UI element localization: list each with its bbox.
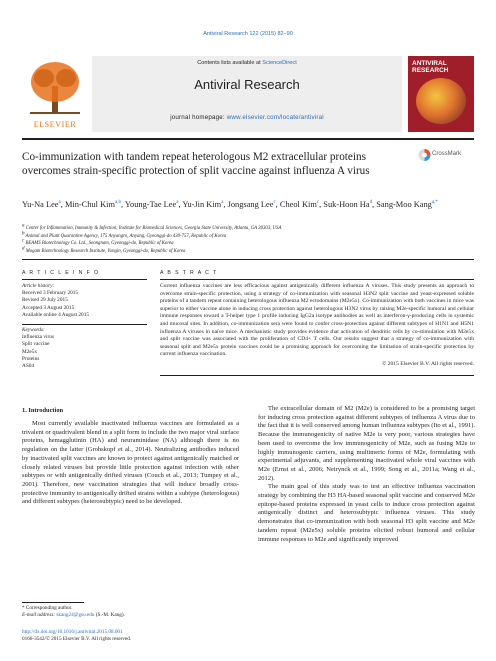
homepage-link[interactable]: www.elsevier.com/locate/antiviral — [226, 114, 324, 121]
abstract-copyright: © 2015 Elsevier B.V. All rights reserved. — [382, 361, 474, 367]
abstract-heading: A B S T R A C T — [160, 270, 218, 276]
history-item: Available online 4 August 2015 — [22, 311, 89, 318]
abstract-text: Current influenza vaccines are less efficacious against antigenically different influenza A viruses. This study presents an approach to overcome strain-specific protection, using a strategy of co-immunization with seasonal H3N2 split vaccine and yeast-expressed soluble proteins of a tandem repeat containing heterologous influenza M2 ectodomains (M2e5x). Co-immunization with both vaccines in mice was superior to either vaccine alone in inducing cross protection against heterologous H3N2 virus by raising M2e-specific humoral and cellular immune responses toward a T-helper type 1 profile inducing IgG2a isotype antibodies as well as interferon-γ-producing cells in systemic and mucosal sites. In addition, co-immunization sera were found to confer cross-protection against different subtypes of H1N1 and H5N1 influenza A viruses in naïve mice. A mechanistic study provides evidence that activation of dendritic cells by co-stimulation with M2e5x and split vaccine was associated with the proliferation of CD4+ T cells. Our results suggest that a strategy of co-immunization with seasonal split and M2e5x protein vaccines could be a promising approach for overcoming the limitation of strain-specific protection by current influenza vaccination. — [160, 283, 474, 358]
article-history — [22, 283, 147, 319]
publisher-logo-text: ELSEVIER — [33, 120, 77, 129]
affiliation: $^a$ Center for Inflammation, Immunity & Infection, Institute for Biomedical Sciences, Georgia State University, Atlanta, GA 30303, USA — [22, 223, 282, 231]
history-item: Accepted 3 August 2015 — [22, 304, 75, 311]
affiliation: $^d$ Mogam Biotechnology Research Institute, Yongin, Gyeonggi-do, Republic of Korea — [22, 246, 186, 254]
crossmark-label: CrossMark — [432, 151, 462, 157]
doi-link[interactable]: http://dx.doi.org/10.1016/j.antiviral.2015.08.001 — [22, 629, 123, 635]
affiliation-list — [22, 225, 474, 255]
footnote-rule — [22, 602, 84, 603]
contents-availability — [92, 60, 402, 66]
abstract-rule — [160, 279, 474, 280]
affiliation-rule — [22, 259, 474, 260]
article-info-rule — [22, 279, 147, 280]
email-link[interactable]: skang24@gsu.edu — [56, 611, 95, 618]
keyword: AS04 — [22, 363, 35, 370]
keywords-label: Keywords: — [22, 327, 45, 333]
keywords — [22, 327, 147, 370]
homepage-prefix: journal homepage: — [170, 114, 227, 121]
keyword: Split vaccine — [22, 341, 50, 348]
author[interactable]: Sang-Moo Kang$^{a,*}$ — [376, 200, 438, 209]
affiliation: $^c$ BEAMS Biotechnology Co. Ltd., Seongnam, Gyeonggi-do, Republic of Korea — [22, 238, 174, 247]
abstract-bottom-rule — [160, 375, 474, 376]
intro-paragraph: Most currently available inactivated influenza vaccines are formulated as a trivalent or quadrivalent blend in a split form to include the two major viral surface proteins, hemagglutinin (HA) and neuraminidase (NA) although there is no regulation on the latter (Grohskopf et al., 2014). Neutralizing antibodies induced by inactivated split vaccines are known to protect against antigenically matched or closely related viruses but provide little protection against infection with other subtypes or with antigenically drifted viruses (Couch et al., 2013; Tumpey et al., 2001). Therefore, new vaccination strategies that will induce broadly cross-protective immunity to antigenically drifted strains within a subtype (heterologous) and different subtypes (heterosubtypic) need to be developed. — [22, 420, 239, 506]
masthead-rule — [22, 138, 474, 140]
crossmark-icon — [418, 148, 431, 162]
footnote — [22, 605, 239, 619]
section-heading-introduction: 1. Introduction — [22, 407, 64, 414]
body-column-left — [22, 420, 239, 507]
article-info-divider — [22, 324, 147, 325]
author[interactable]: Cheol Kim$^c$, — [279, 200, 324, 209]
corresponding-author-note: * Corresponding author. — [22, 605, 73, 611]
keyword: Influenza virus — [22, 334, 54, 341]
author[interactable]: Yu-Na Lee$^a$, — [22, 200, 65, 209]
journal-cover-image-icon[interactable] — [408, 56, 474, 132]
elsevier-tree-logo-icon[interactable] — [22, 56, 88, 132]
history-label: Article history: — [22, 283, 55, 289]
affiliation: $^b$ Animal and Plant Quarantine Agency, 175 Anyangro, Anyang, Gyeonggi-do 430-757, Republic of Korea — [22, 231, 227, 239]
author[interactable]: Jongsang Lee$^c$, — [227, 200, 280, 209]
journal-homepage — [92, 114, 402, 121]
author[interactable]: Yu-Jin Kim$^a$, — [182, 200, 228, 209]
author[interactable]: Min-Chul Kim$^{a,b}$, — [64, 200, 125, 209]
email-line: E-mail address: skang24@gsu.edu (S.-M. Kang). — [22, 611, 125, 618]
cover-title: ANTIVIRAL RESEARCH — [412, 60, 449, 74]
contents-prefix: Contents lists available at — [197, 60, 263, 66]
keyword: Proteins — [22, 355, 40, 362]
article-title: Co-immunization with tandem repeat heterologous M2 extracellular proteins overcomes strain-specific protection of split vaccine against influenza A virus — [22, 151, 370, 177]
author[interactable]: Suk-Hoon Ha$^d$, — [323, 200, 377, 209]
intro-paragraph: The main goal of this study was to test an effective influenza vaccination strategy by combining the H3 HA-based seasonal split vaccine and conserved M2e epitope-based proteins expressed in yeast cells to induce cross protection against antigenically distinct and heterosubtypic influenza viruses. This study demonstrates that co-immunization with both seasonal H3 split vaccine and M2e tandem repeat (M2e5x) soluble proteins elicited robust humoral and cellular immune responses to M2e and significantly improved — [258, 483, 475, 543]
history-item: Received 3 February 2015 — [22, 290, 79, 297]
body-column-right — [258, 405, 475, 544]
article-meta-footer — [22, 629, 239, 643]
article-info-heading: A R T I C L E I N F O — [22, 270, 100, 276]
keyword: M2e5x — [22, 348, 38, 355]
crossmark-button[interactable] — [418, 148, 474, 164]
journal-masthead — [22, 56, 474, 132]
journal-name: Antiviral Research — [194, 77, 300, 92]
intro-paragraph: The extracellular domain of M2 (M2e) is considered to be a promising target for inducing cross protection against different subtypes of influenza A virus due to the fact that it is well conserved among human influenza subtypes (Ito et al., 1991). Because the immunogenicity of native M2e is very poor, various strategies have been used to overcome the low immunogenicity of M2e, such as fusing M2e to highly immunogenic carriers, using multimeric forms of M2e, formulating with experimental adjuvants, and supplementing inactivated whole viral vaccines with M2e (Ernst et al., 2006; Neirynck et al., 1999; Song et al., 2011a; Wang et al., 2012). — [258, 405, 475, 482]
issn-line: 0166-3542/© 2015 Elsevier B.V. All rights reserved. — [22, 636, 132, 643]
cover-art — [416, 78, 466, 124]
history-item: Revised 29 July 2015 — [22, 297, 68, 304]
author[interactable]: Young-Tae Lee$^a$, — [124, 200, 183, 209]
sciencedirect-link[interactable]: ScienceDirect — [262, 60, 297, 66]
author-list — [22, 199, 474, 211]
journal-reference[interactable]: Antiviral Research 122 (2015) 82–90 — [203, 31, 293, 37]
